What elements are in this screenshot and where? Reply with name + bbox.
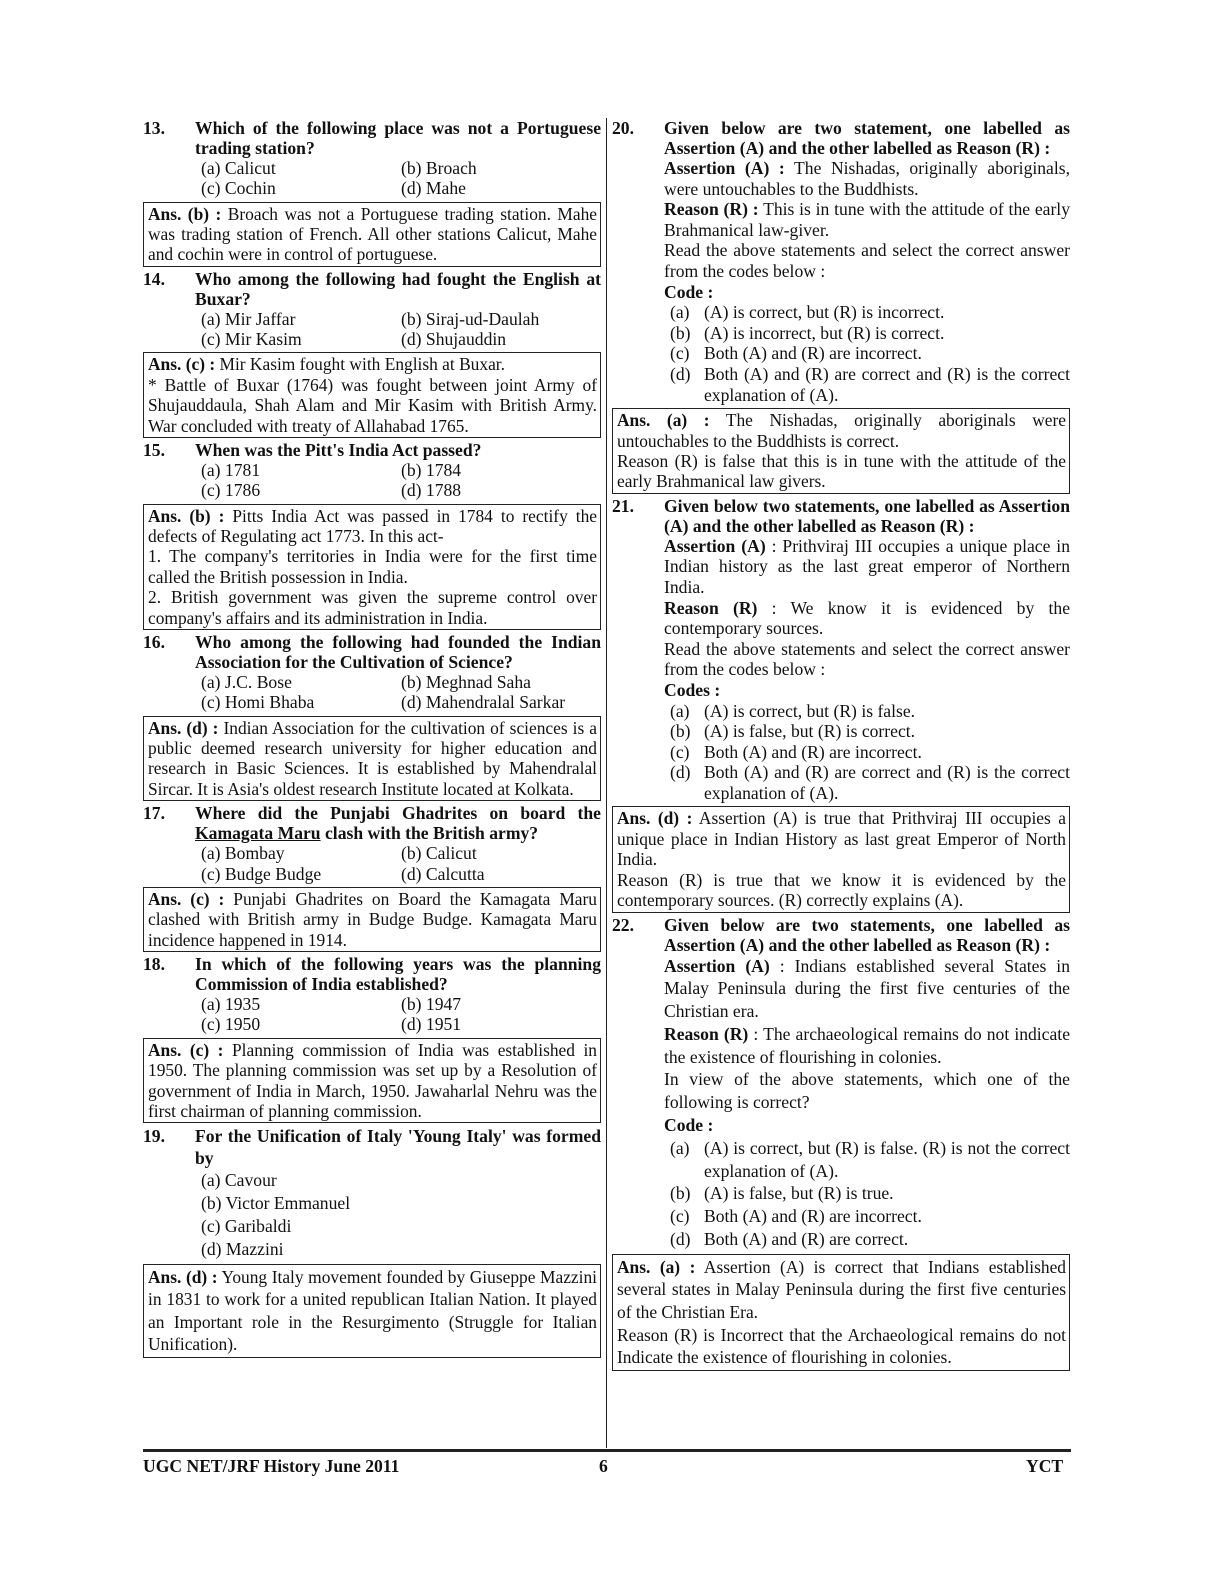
question-17 <box>143 803 601 952</box>
code-heading: Codes : <box>664 679 721 700</box>
option: (a) Cavour <box>201 1170 277 1191</box>
code-key: (b) <box>670 322 691 343</box>
question-number: 16. <box>143 632 165 653</box>
answer-label: Ans. (d) : <box>148 717 219 738</box>
reason <box>664 1023 1070 1069</box>
reason-label: Reason (R) <box>664 1023 749 1044</box>
question-21 <box>612 496 1070 913</box>
question-number: 17. <box>143 803 165 824</box>
answer-text: Mir Kasim fought with English at Buxar. <box>215 354 505 375</box>
question-text: For the Unification of Italy 'Young Italy' was formed by <box>195 1126 601 1169</box>
code-text: Both (A) and (R) are correct and (R) is the correct explanation of (A). <box>704 363 1070 405</box>
option: (a) 1935 <box>201 994 261 1015</box>
code-option <box>670 1205 1070 1228</box>
code-text: Both (A) and (R) are incorrect. <box>704 741 922 762</box>
assertion-text: : Indians established several States in Malay Peninsula during the first five centuries of the Christian era. <box>664 955 1070 1022</box>
option: (d) 1951 <box>401 1014 462 1035</box>
question-18 <box>143 954 601 1123</box>
option: (b) 1784 <box>401 460 462 481</box>
code-option <box>670 343 1070 364</box>
options <box>201 843 601 884</box>
option: (b) Calicut <box>401 843 477 864</box>
code-option <box>670 323 1070 344</box>
code-option <box>670 1182 1070 1205</box>
question-13 <box>143 118 601 267</box>
question-text: Which of the following place was not a Portuguese trading station? <box>195 118 601 158</box>
answer-text: Planning commission of India was established in 1950. The planning commission was set up by a Resolution of government of India in March, 1950. Jawaharlal Nehru was the first chairman of planning commission. <box>148 1039 598 1121</box>
answer-text: Punjabi Ghadrites on Board the Kamagata Maru clashed with British army in Budge Budge. Kamagata Maru incidence happened in 1914. <box>148 888 598 950</box>
code-text: (A) is incorrect, but (R) is correct. <box>704 322 945 343</box>
option: (b) Broach <box>401 158 477 178</box>
answer-text: 1. The company's territories in India were for the first time called the British possession in India. <box>148 546 597 587</box>
option: (c) 1786 <box>201 480 261 501</box>
answer-text: Reason (R) is true that we know it is evidenced by the contemporary sources. (R) correctly explains (A). <box>617 869 1066 911</box>
answer-label: Ans. (c) : <box>148 354 216 375</box>
option: (c) Homi Bhaba <box>201 692 315 713</box>
option: (a) 1781 <box>201 460 261 481</box>
question-number: 19. <box>143 1126 165 1147</box>
assertion <box>664 536 1070 598</box>
answer-text: Broach was not a Portuguese trading station. Mahe was trading station of French. All other stations Calicut, Mahe and cochin were in control of portuguese. <box>148 203 598 265</box>
answer-text: Indian Association for the cultivation of sciences is a public deemed research university for higher education and research in Basic Sciences. It is established by Mahendralal Sircar. It is Asia's oldest research Institute located at Kolkata. <box>148 717 597 799</box>
code-text: Both (A) and (R) are incorrect. <box>704 343 922 364</box>
code-key: (c) <box>670 343 690 364</box>
code-text: (A) is correct, but (R) is false. (R) is not the correct explanation of (A). <box>704 1137 1070 1181</box>
code-text: Both (A) and (R) are incorrect. <box>704 1206 922 1227</box>
code-option <box>670 742 1070 763</box>
question-text: Given below two statements, one labelled as Assertion (A) and the other labelled as Reason (R) : <box>664 495 1070 536</box>
assertion-text: The Nishadas, originally aboriginals, were untouchables to the Buddhists. <box>664 158 1070 199</box>
answer-box <box>143 352 601 438</box>
code-option <box>670 762 1070 803</box>
question-text: Who among the following had founded the Indian Association for the Cultivation of Science? <box>195 632 601 673</box>
code-key: (d) <box>670 762 691 783</box>
answer-box <box>143 1038 601 1124</box>
options <box>201 158 601 199</box>
answer-text: Assertion (A) is true that Prithviraj III occupies a unique place in Indian History as last great Emperor of North India. <box>617 808 1067 870</box>
options <box>201 1169 601 1260</box>
code-option <box>670 302 1070 323</box>
code-text: Both (A) and (R) are correct and (R) is the correct explanation of (A). <box>704 762 1070 803</box>
assertion <box>664 955 1070 1023</box>
code-heading: Code : <box>664 1115 714 1136</box>
question-19 <box>143 1125 601 1358</box>
option: (a) J.C. Bose <box>201 672 292 693</box>
reason-label: Reason (R) : <box>664 199 759 220</box>
answer-label: Ans. (b) : <box>148 203 222 224</box>
code-key: (c) <box>670 1206 690 1227</box>
column-divider <box>606 118 607 1448</box>
question-15 <box>143 440 601 630</box>
code-key: (b) <box>670 1183 691 1204</box>
reason-text: This is in tune with the attitude of the early Brahmanical law-giver. <box>664 199 1070 240</box>
option: (d) Mahe <box>401 178 466 199</box>
code-key: (d) <box>670 363 691 384</box>
answer-text: The Nishadas, originally aboriginals were untouchables to the Buddhists is correct. <box>617 410 1066 451</box>
options <box>201 994 601 1035</box>
code-option <box>670 364 1070 405</box>
options <box>201 672 601 713</box>
question-number: 13. <box>143 118 165 138</box>
answer-label: Ans. (a) : <box>617 410 710 431</box>
left-column <box>143 118 601 1360</box>
option: (d) Mazzini <box>201 1238 284 1259</box>
answer-text: Young Italy movement founded by Giuseppe Mazzini in 1831 to work for a united republican Italian Nation. It played an Important role in the Resurgimento (Struggle for Italian Unification). <box>148 1266 597 1355</box>
code-option <box>670 701 1070 722</box>
assertion-text: : Prithviraj III occupies a unique place in Indian history as the last great emperor of Northern India. <box>664 535 1070 597</box>
question-number: 14. <box>143 268 165 289</box>
option: (d) 1788 <box>401 480 462 501</box>
option: (b) Siraj-ud-Daulah <box>401 308 540 329</box>
code-key: (a) <box>670 700 690 721</box>
question-text-part: Where did the Punjabi Ghadrites on board the <box>195 803 601 824</box>
option: (c) Garibaldi <box>201 1215 292 1236</box>
instruction: In view of the above statements, which one of the following is correct? <box>664 1069 1070 1113</box>
question-text: Given below are two statement, one labelled as Assertion (A) and the other labelled as Reason (R) : <box>664 118 1070 158</box>
option: (b) Victor Emmanuel <box>201 1193 351 1214</box>
options <box>201 460 601 501</box>
option: (d) Shujauddin <box>401 329 507 350</box>
option: (b) 1947 <box>401 994 462 1015</box>
answer-label: Ans. (b) : <box>148 505 225 526</box>
instruction: Read the above statements and select the correct answer from the codes below : <box>664 638 1070 680</box>
option: (b) Meghnad Saha <box>401 672 531 693</box>
answer-box <box>143 504 601 630</box>
option: (a) Calicut <box>201 158 276 178</box>
answer-label: Ans. (c) : <box>148 888 225 909</box>
reason-label: Reason (R) <box>664 597 758 618</box>
instruction: Read the above statements and select the correct answer from the codes below : <box>664 240 1070 281</box>
question-20 <box>612 118 1070 494</box>
answer-box <box>612 806 1070 912</box>
assertion-label: Assertion (A) <box>664 955 770 976</box>
answer-box <box>612 408 1070 494</box>
answer-text: 2. British government was given the supreme control over company's affairs and its administration in India. <box>148 587 597 628</box>
question-22 <box>612 915 1070 1371</box>
answer-box <box>612 1254 1070 1371</box>
question-text: In which of the following years was the planning Commission of India established? <box>195 954 601 995</box>
reason <box>664 598 1070 639</box>
code-option <box>670 1228 1070 1251</box>
code-text: (A) is false, but (R) is correct. <box>704 721 916 742</box>
code-key: (c) <box>670 741 690 762</box>
code-heading: Code : <box>664 281 714 302</box>
assertion-label: Assertion (A) : <box>664 158 785 178</box>
question-text: Who among the following had fought the English at Buxar? <box>195 268 601 309</box>
question-number: 20. <box>612 118 634 138</box>
question-number: 22. <box>612 914 634 935</box>
question-text: Given below are two statements, one labelled as Assertion (A) and the other labelled as Reason (R) : <box>664 914 1070 955</box>
answer-box <box>143 716 601 802</box>
option: (c) 1950 <box>201 1014 261 1035</box>
footer-title: UGC NET/JRF History June 2011 <box>143 1456 400 1476</box>
code-key: (a) <box>670 1137 690 1158</box>
question-number: 15. <box>143 440 165 461</box>
answer-text: Pitts India Act was passed in 1784 to rectify the defects of Regulating act 1773. In this act- <box>148 505 597 547</box>
code-text: (A) is correct, but (R) is false. <box>704 700 916 721</box>
question-number: 18. <box>143 954 165 975</box>
option: (a) Bombay <box>201 843 285 864</box>
option: (d) Calcutta <box>401 863 485 884</box>
question-16 <box>143 632 601 801</box>
answer-text: Assertion (A) is correct that Indians established several states in Malay Peninsula during the first five centuries of the Christian Era. <box>617 1256 1066 1323</box>
question-number: 21. <box>612 495 634 516</box>
assertion-label: Assertion (A) <box>664 535 766 556</box>
answer-text: * Battle of Buxar (1764) was fought between joint Army of Shujauddaula, Shah Alam and Mir Kasim with British Army. War concluded with treaty of Allahabad 1765. <box>148 374 597 436</box>
code-text: Both (A) and (R) are correct. <box>704 1229 909 1250</box>
option: (a) Mir Jaffar <box>201 308 296 329</box>
answer-box <box>143 202 601 267</box>
publisher-mark: YCT <box>1026 1456 1064 1476</box>
question-text <box>195 803 601 843</box>
answer-label: Ans. (d) : <box>148 1266 218 1287</box>
reason-text: : We know it is evidenced by the contemporary sources. <box>664 597 1070 639</box>
code-key: (b) <box>670 721 691 742</box>
code-option <box>670 1137 1070 1183</box>
code-text: (A) is correct, but (R) is incorrect. <box>704 302 945 323</box>
question-text: When was the Pitt's India Act passed? <box>195 440 482 461</box>
question-14 <box>143 269 601 438</box>
question-text-underlined: Kamagata Maru <box>195 823 321 844</box>
page-number: 6 <box>599 1456 608 1476</box>
answer-label: Ans. (d) : <box>617 808 693 829</box>
answer-label: Ans. (a) : <box>617 1256 696 1277</box>
answer-box <box>143 887 601 952</box>
code-key: (d) <box>670 1229 691 1250</box>
assertion <box>664 158 1070 199</box>
option: (c) Budge Budge <box>201 863 322 884</box>
answer-text: Reason (R) is false that this is in tune with the attitude of the early Brahmanical law givers. <box>617 450 1066 492</box>
answer-box <box>143 1264 601 1358</box>
reason <box>664 199 1070 240</box>
footer-rule <box>143 1449 1071 1452</box>
option: (d) Mahendralal Sarkar <box>401 692 566 713</box>
code-text: (A) is false, but (R) is true. <box>704 1183 894 1204</box>
answer-label: Ans. (c) : <box>148 1039 224 1060</box>
reason-text: : The archaeological remains do not indicate the existence of flourishing in colonies. <box>664 1023 1071 1067</box>
answer-text: Reason (R) is Incorrect that the Archaeological remains do not Indicate the existence of flourishing in colonies. <box>617 1324 1066 1368</box>
right-column <box>612 118 1070 1373</box>
code-option <box>670 721 1070 742</box>
option: (c) Mir Kasim <box>201 329 302 350</box>
options <box>201 309 601 350</box>
question-text-part: clash with the British army? <box>320 823 539 844</box>
code-key: (a) <box>670 302 690 323</box>
option: (c) Cochin <box>201 178 276 199</box>
